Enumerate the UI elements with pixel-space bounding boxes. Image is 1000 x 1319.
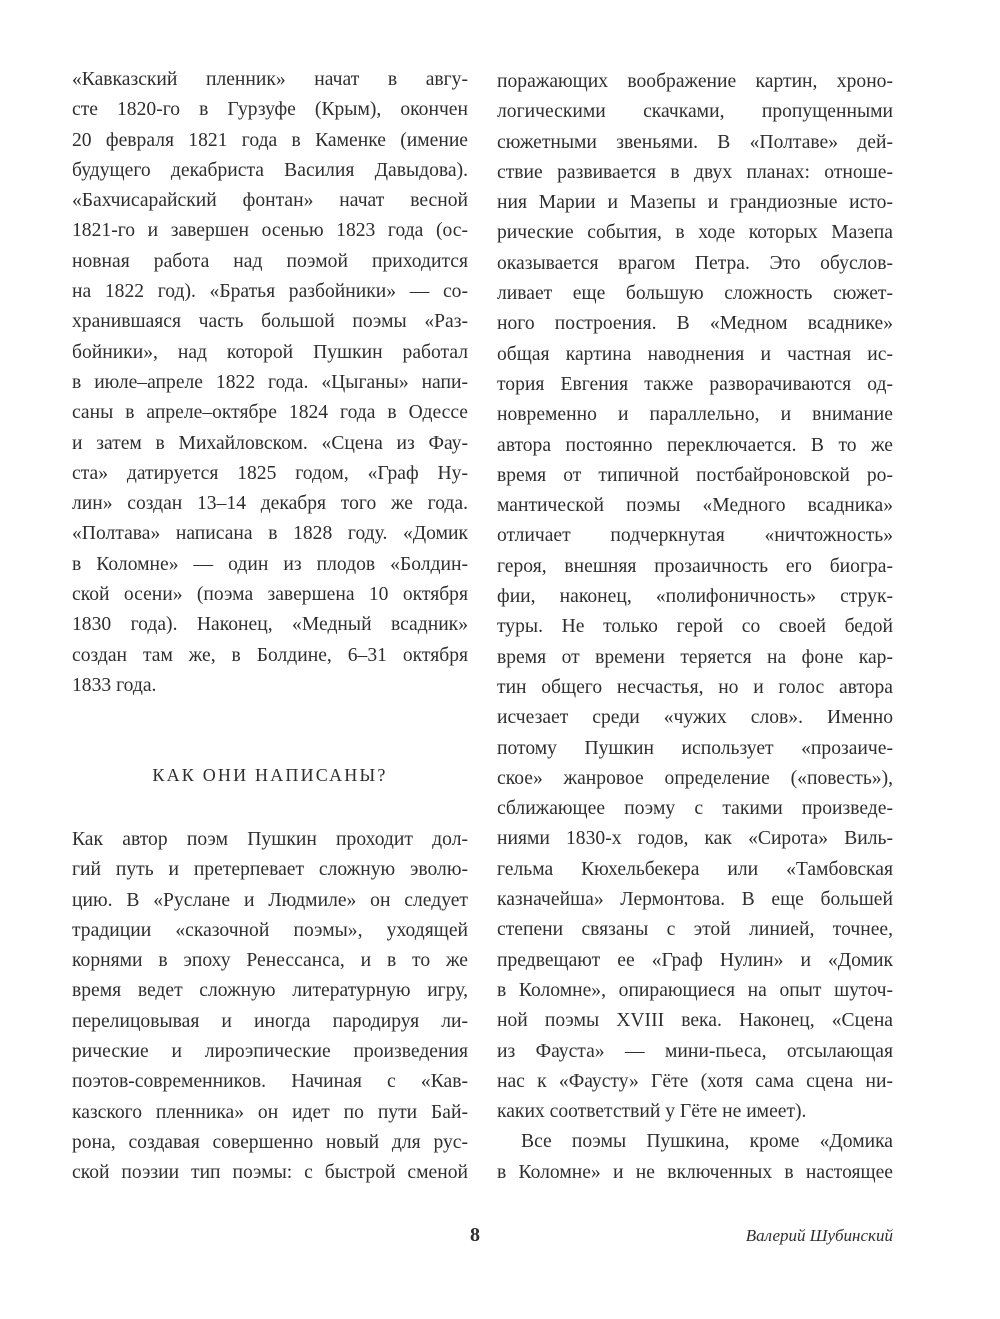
text-line: хранившаяся часть большой поэмы «Раз-	[72, 311, 468, 333]
text-line: сближающее поэму с такими произведе-	[497, 798, 893, 820]
right-column	[497, 67, 893, 1188]
text-line: тин общего несчастья, но и голос автора	[497, 676, 893, 698]
text-line: корнями в эпоху Ренессанса, и в то же	[72, 950, 468, 972]
text-line: ское» жанровое определение («повесть»),	[497, 767, 893, 789]
text-line: тория Евгения также разворачиваются од-	[497, 373, 893, 395]
text-line: перелицовывая и иногда пародируя ли-	[72, 1010, 468, 1032]
text-line: оказывается врагом Петра. Это обуслов-	[497, 252, 893, 274]
text-line: сте 1820-го в Гурзуфе (Крым), окончен	[72, 99, 468, 121]
text-line: в Коломне» и не включенных в настоящее	[497, 1161, 893, 1183]
text-line: из Фауста» — мини-пьеса, отсылающая	[497, 1040, 893, 1062]
text-line: время от времени теряется на фоне кар-	[497, 646, 893, 668]
text-line: ной поэмы XVIII века. Наконец, «Сцена	[497, 1010, 893, 1032]
text-line: «Кавказский пленник» начат в авгу-	[72, 69, 468, 90]
text-line: туры. Не только герой со своей бедой	[497, 616, 893, 638]
text-line: степени связаны с этой линией, точнее,	[497, 919, 893, 941]
text-line: ской осени» (поэма завершена 10 октября	[72, 584, 468, 606]
text-line: новная работа над поэмой приходится	[72, 250, 468, 272]
section-heading: КАК ОНИ НАПИСАНЫ?	[152, 765, 388, 785]
text-line: потому Пушкин использует «прозаиче-	[497, 737, 893, 759]
left-paragraph-2	[72, 825, 468, 1189]
text-line: нас к «Фаусту» Гёте (хотя сама сцена ни-	[497, 1070, 893, 1092]
text-line: мантической поэмы «Медного всадника»	[497, 495, 893, 517]
text-line: логическими скачками, пропущенными	[497, 101, 893, 123]
text-line: автора постоянно переключается. В то же	[497, 434, 893, 456]
text-line: и затем в Михайловском. «Сцена из Фау-	[72, 432, 468, 454]
text-line: рона, создавая совершенно новый для рус-	[72, 1131, 468, 1153]
text-line: рические и лироэпические произведения	[72, 1041, 468, 1063]
text-line: поражающих воображение картин, хроно-	[497, 71, 893, 92]
text-line: создан там же, в Болдине, 6–31 октября	[72, 644, 468, 666]
text-line: будущего декабриста Василия Давыдова).	[72, 159, 468, 181]
text-line: 20 февраля 1821 года в Каменке (имение	[72, 129, 468, 151]
text-line: «Бахчисарайский фонтан» начат весной	[72, 190, 468, 212]
text-line: Как автор поэм Пушкин проходит дол-	[72, 829, 468, 850]
left-paragraph-1	[72, 65, 468, 701]
text-line: лин» создан 13–14 декабря того же года.	[72, 493, 468, 515]
running-footer-author: Валерий Шубинский	[745, 1226, 893, 1245]
page-number: 8	[470, 1224, 480, 1246]
text-line: сюжетными звеньями. В «Полтаве» дей-	[497, 131, 893, 153]
text-line: фии, наконец, «полифоничность» струк-	[497, 586, 893, 608]
text-line: «Полтава» написана в 1828 году. «Домик	[72, 523, 468, 545]
text-line: традиции «сказочной поэмы», уходящей	[72, 919, 468, 941]
text-line: 1833 года.	[72, 674, 157, 696]
text-line: каких соответствий у Гёте не имеет).	[497, 1101, 807, 1123]
text-line: гий путь и претерпевает сложную эволю-	[72, 859, 468, 881]
text-line: ствие развивается в двух планах: отноше-	[497, 161, 893, 183]
right-paragraph-1	[497, 67, 893, 1127]
text-line: Все поэмы Пушкина, кроме «Домика	[521, 1131, 893, 1153]
text-line: 1821-го и завершен осенью 1823 года (ос-	[72, 220, 468, 242]
text-line: общая картина наводнения и частная ис-	[497, 343, 893, 365]
text-line: ливает еще большую сложность сюжет-	[497, 283, 893, 305]
text-line: отличает подчеркнутая «ничтожность»	[497, 525, 893, 547]
text-line: поэтов-современников. Начиная с «Кав-	[72, 1071, 468, 1093]
text-line: ного построения. В «Медном всаднике»	[497, 313, 893, 335]
text-line: рические события, в ходе которых Мазепа	[497, 222, 893, 244]
text-line: предвещают ее «Граф Нулин» и «Домик	[497, 949, 893, 971]
text-line: саны в апреле–октябре 1824 года в Одессе	[72, 402, 468, 424]
text-line: гельма Кюхельбекера или «Тамбовская	[497, 858, 893, 880]
text-line: казского пленника» он идет по пути Бай-	[72, 1101, 468, 1123]
text-line: время ведет сложную литературную игру,	[72, 980, 468, 1002]
text-line: новременно и параллельно, и внимание	[497, 404, 893, 426]
text-line: ниями 1830-х годов, как «Сирота» Виль-	[497, 828, 893, 850]
text-line: бойники», над которой Пушкин работал	[72, 341, 468, 363]
text-line: исчезает среди «чужих слов». Именно	[497, 707, 893, 729]
text-line: в Коломне», опирающиеся на опыт шуточ-	[497, 979, 893, 1001]
text-line: ния Марии и Мазепы и грандиозные исто-	[497, 192, 893, 214]
text-line: героя, внешняя прозаичность его биогра-	[497, 555, 893, 577]
text-line: в июле–апреле 1822 года. «Цыганы» напи-	[72, 371, 468, 393]
text-line: на 1822 год). «Братья разбойники» — со-	[72, 281, 468, 303]
text-line: время от типичной постбайроновской ро-	[497, 464, 893, 486]
text-line: ста» датируется 1825 годом, «Граф Ну-	[72, 462, 468, 484]
text-line: в Коломне» — один из плодов «Болдин-	[72, 553, 468, 575]
right-paragraph-2	[497, 1127, 893, 1188]
text-line: казначейша» Лермонтова. В еще большей	[497, 889, 893, 911]
text-line: ской поэзии тип поэмы: с быстрой сменой	[72, 1162, 468, 1184]
text-line: 1830 года). Наконец, «Медный всадник»	[72, 614, 468, 636]
text-line: цию. В «Руслане и Людмиле» он следует	[72, 889, 468, 911]
